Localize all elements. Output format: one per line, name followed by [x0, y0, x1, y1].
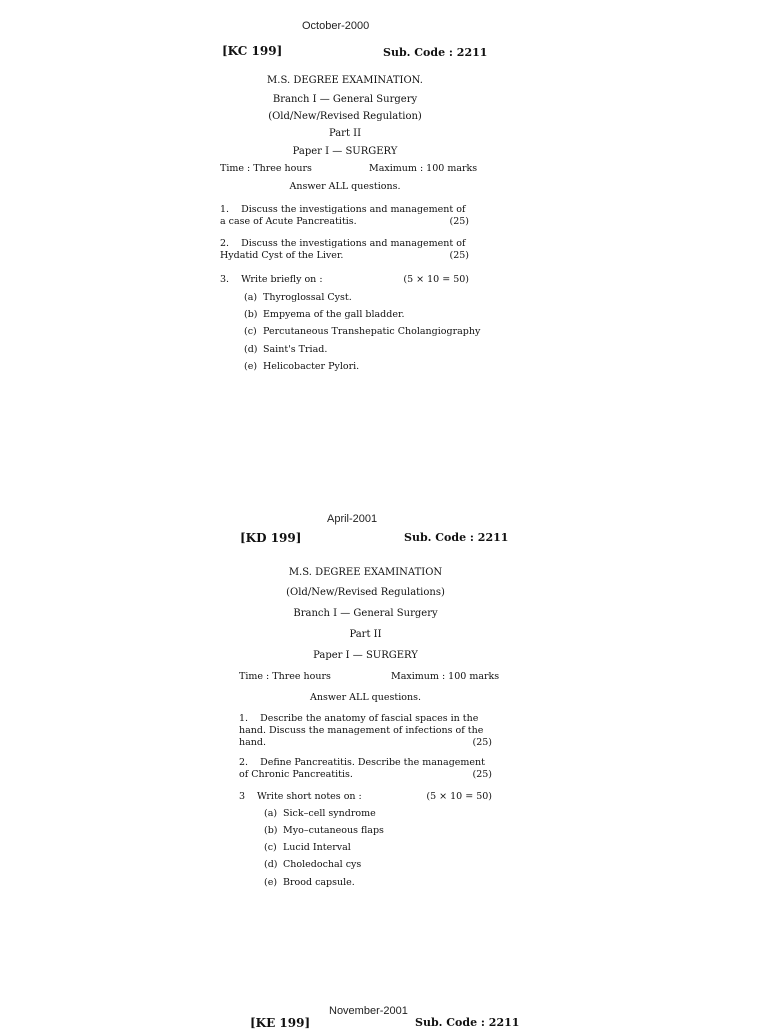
- question-marks: (25): [472, 737, 492, 748]
- list-item: [264, 877, 355, 888]
- item-text: Helicobacter Pylori.: [263, 361, 360, 372]
- item-label: (c): [264, 842, 277, 853]
- question-marks: (25): [449, 250, 469, 261]
- item-text: Myo–cutaneous flaps: [283, 825, 384, 836]
- paper-date: April-2001: [327, 513, 378, 525]
- question-text: Write short notes on :: [257, 791, 362, 802]
- item-label: (d): [264, 859, 278, 870]
- max-marks: Maximum : 100 marks: [369, 163, 478, 174]
- item-text: Lucid Interval: [283, 842, 351, 853]
- item-label: (e): [264, 877, 278, 888]
- branch-line: Branch I — General Surgery: [272, 94, 418, 105]
- question-marks: (5 × 10 = 50): [426, 791, 492, 802]
- item-label: (b): [244, 309, 258, 320]
- list-item: [264, 859, 361, 870]
- regulation-line: (Old/New/Revised Regulation): [268, 111, 422, 122]
- question-text: Define Pancreatitis. Describe the management of Chronic Pancreatitis.: [239, 757, 485, 780]
- question-number: 3: [239, 791, 246, 802]
- question-number: 1.: [239, 713, 249, 724]
- paper-code: [KD 199]: [240, 531, 302, 545]
- time-label: Time : Three hours: [239, 671, 331, 682]
- part-line: Part II: [349, 629, 382, 640]
- question-number: 2.: [239, 757, 249, 768]
- question-3: [239, 791, 492, 803]
- regulation-line: (Old/New/Revised Regulations): [286, 587, 445, 598]
- question-number: 3.: [220, 274, 230, 285]
- paper-date: November-2001: [329, 1005, 408, 1017]
- sub-code: Sub. Code : 2211: [383, 46, 488, 59]
- instruction: Answer ALL questions.: [310, 692, 421, 703]
- sub-code: Sub. Code : 2211: [404, 531, 509, 544]
- item-label: (a): [264, 808, 278, 819]
- question-number: 1.: [220, 204, 230, 215]
- list-item: [264, 842, 351, 853]
- paper-date: October-2000: [302, 20, 370, 32]
- item-label: (d): [244, 344, 258, 355]
- item-label: (c): [244, 326, 257, 337]
- question-1: [220, 204, 469, 228]
- item-text: Sick–cell syndrome: [283, 808, 376, 819]
- instruction: Answer ALL questions.: [289, 181, 401, 192]
- list-item: [244, 361, 359, 372]
- question-2: [220, 238, 469, 262]
- item-label: (b): [264, 825, 278, 836]
- question-1: [239, 713, 492, 749]
- item-text: Saint's Triad.: [263, 344, 328, 355]
- part-line: Part II: [328, 128, 362, 139]
- question-marks: (25): [472, 769, 492, 780]
- question-text: Describe the anatomy of fascial spaces in the hand. Discuss the management of infections of the hand.: [239, 713, 484, 748]
- paper-line: Paper I — SURGERY: [292, 146, 398, 157]
- item-label: (e): [244, 361, 258, 372]
- paper-code: [KE 199]: [250, 1016, 311, 1030]
- item-text: Percutaneous Transhepatic Cholangiography: [263, 326, 481, 337]
- item-label: (a): [244, 292, 258, 303]
- list-item: [244, 326, 480, 337]
- time-label: Time : Three hours: [220, 163, 312, 174]
- list-item: [244, 309, 404, 320]
- paper-code: [KC 199]: [222, 44, 283, 58]
- list-item: [264, 825, 384, 836]
- question-marks: (5 × 10 = 50): [403, 274, 469, 285]
- exam-title: M.S. DEGREE EXAMINATION: [288, 567, 443, 578]
- item-text: Choledochal cys: [283, 859, 362, 870]
- question-3: [220, 274, 469, 286]
- exam-title: M.S. DEGREE EXAMINATION.: [267, 75, 423, 86]
- question-text: Discuss the investigations and management of a case of Acute Pancreatitis.: [220, 204, 466, 227]
- question-marks: (25): [449, 216, 469, 227]
- item-text: Thyroglossal Cyst.: [263, 292, 352, 303]
- item-text: Brood capsule.: [283, 877, 355, 888]
- list-item: [244, 292, 352, 303]
- question-text: Write briefly on :: [241, 274, 323, 285]
- question-number: 2.: [220, 238, 230, 249]
- branch-line: Branch I — General Surgery: [293, 608, 438, 619]
- list-item: [244, 344, 327, 355]
- max-marks: Maximum : 100 marks: [391, 671, 500, 682]
- question-2: [239, 757, 492, 781]
- list-item: [264, 808, 376, 819]
- paper-line: Paper I — SURGERY: [313, 650, 418, 661]
- question-text: Discuss the investigations and management of Hydatid Cyst of the Liver.: [220, 238, 466, 261]
- sub-code: Sub. Code : 2211: [415, 1016, 520, 1029]
- item-text: Empyema of the gall bladder.: [263, 309, 405, 320]
